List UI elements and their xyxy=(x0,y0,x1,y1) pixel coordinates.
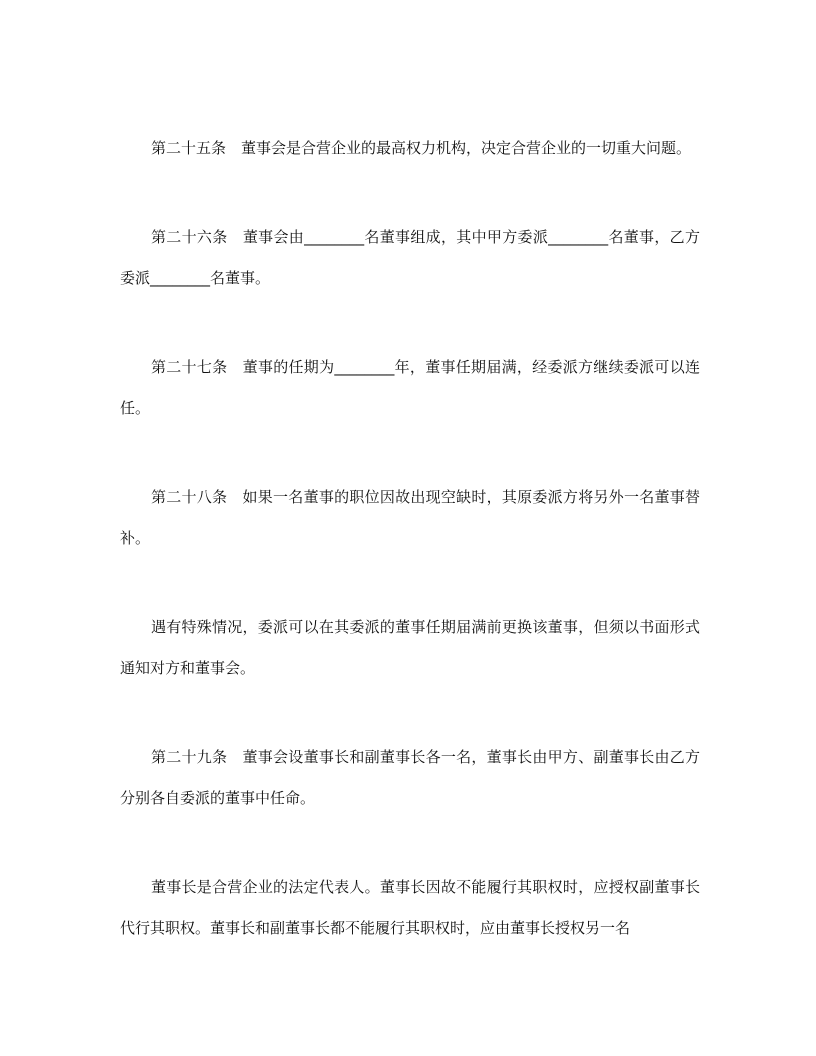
article-29-supplement: 董事长是合营企业的法定代表人。董事长因故不能履行其职权时，应授权副董事长代行其职权。董事长和副董事长都不能履行其职权时，应由董事长授权另一名 xyxy=(120,878,700,937)
article-27: 第二十七条 董事的任期为________年，董事任期届满，经委派方继续委派可以连任。 xyxy=(120,358,700,417)
article-28: 第二十八条 如果一名董事的职位因故出现空缺时，其原委派方将另外一名董事替补。 xyxy=(120,488,700,547)
article-25: 第二十五条 董事会是合营企业的最高权力机构，决定合营企业的一切重大问题。 xyxy=(151,139,692,157)
article-28-supplement: 遇有特殊情况，委派可以在其委派的董事任期届满前更换该董事，但须以书面形式通知对方和董事会。 xyxy=(120,618,700,677)
article-26: 第二十六条 董事会由________名董事组成，其中甲方委派________名董事，乙方委派________名董事。 xyxy=(120,228,700,287)
document-body xyxy=(120,128,700,949)
article-29: 第二十九条 董事会设董事长和副董事长各一名，董事长由甲方、副董事长由乙方分别各自委派的董事中任命。 xyxy=(120,748,700,807)
